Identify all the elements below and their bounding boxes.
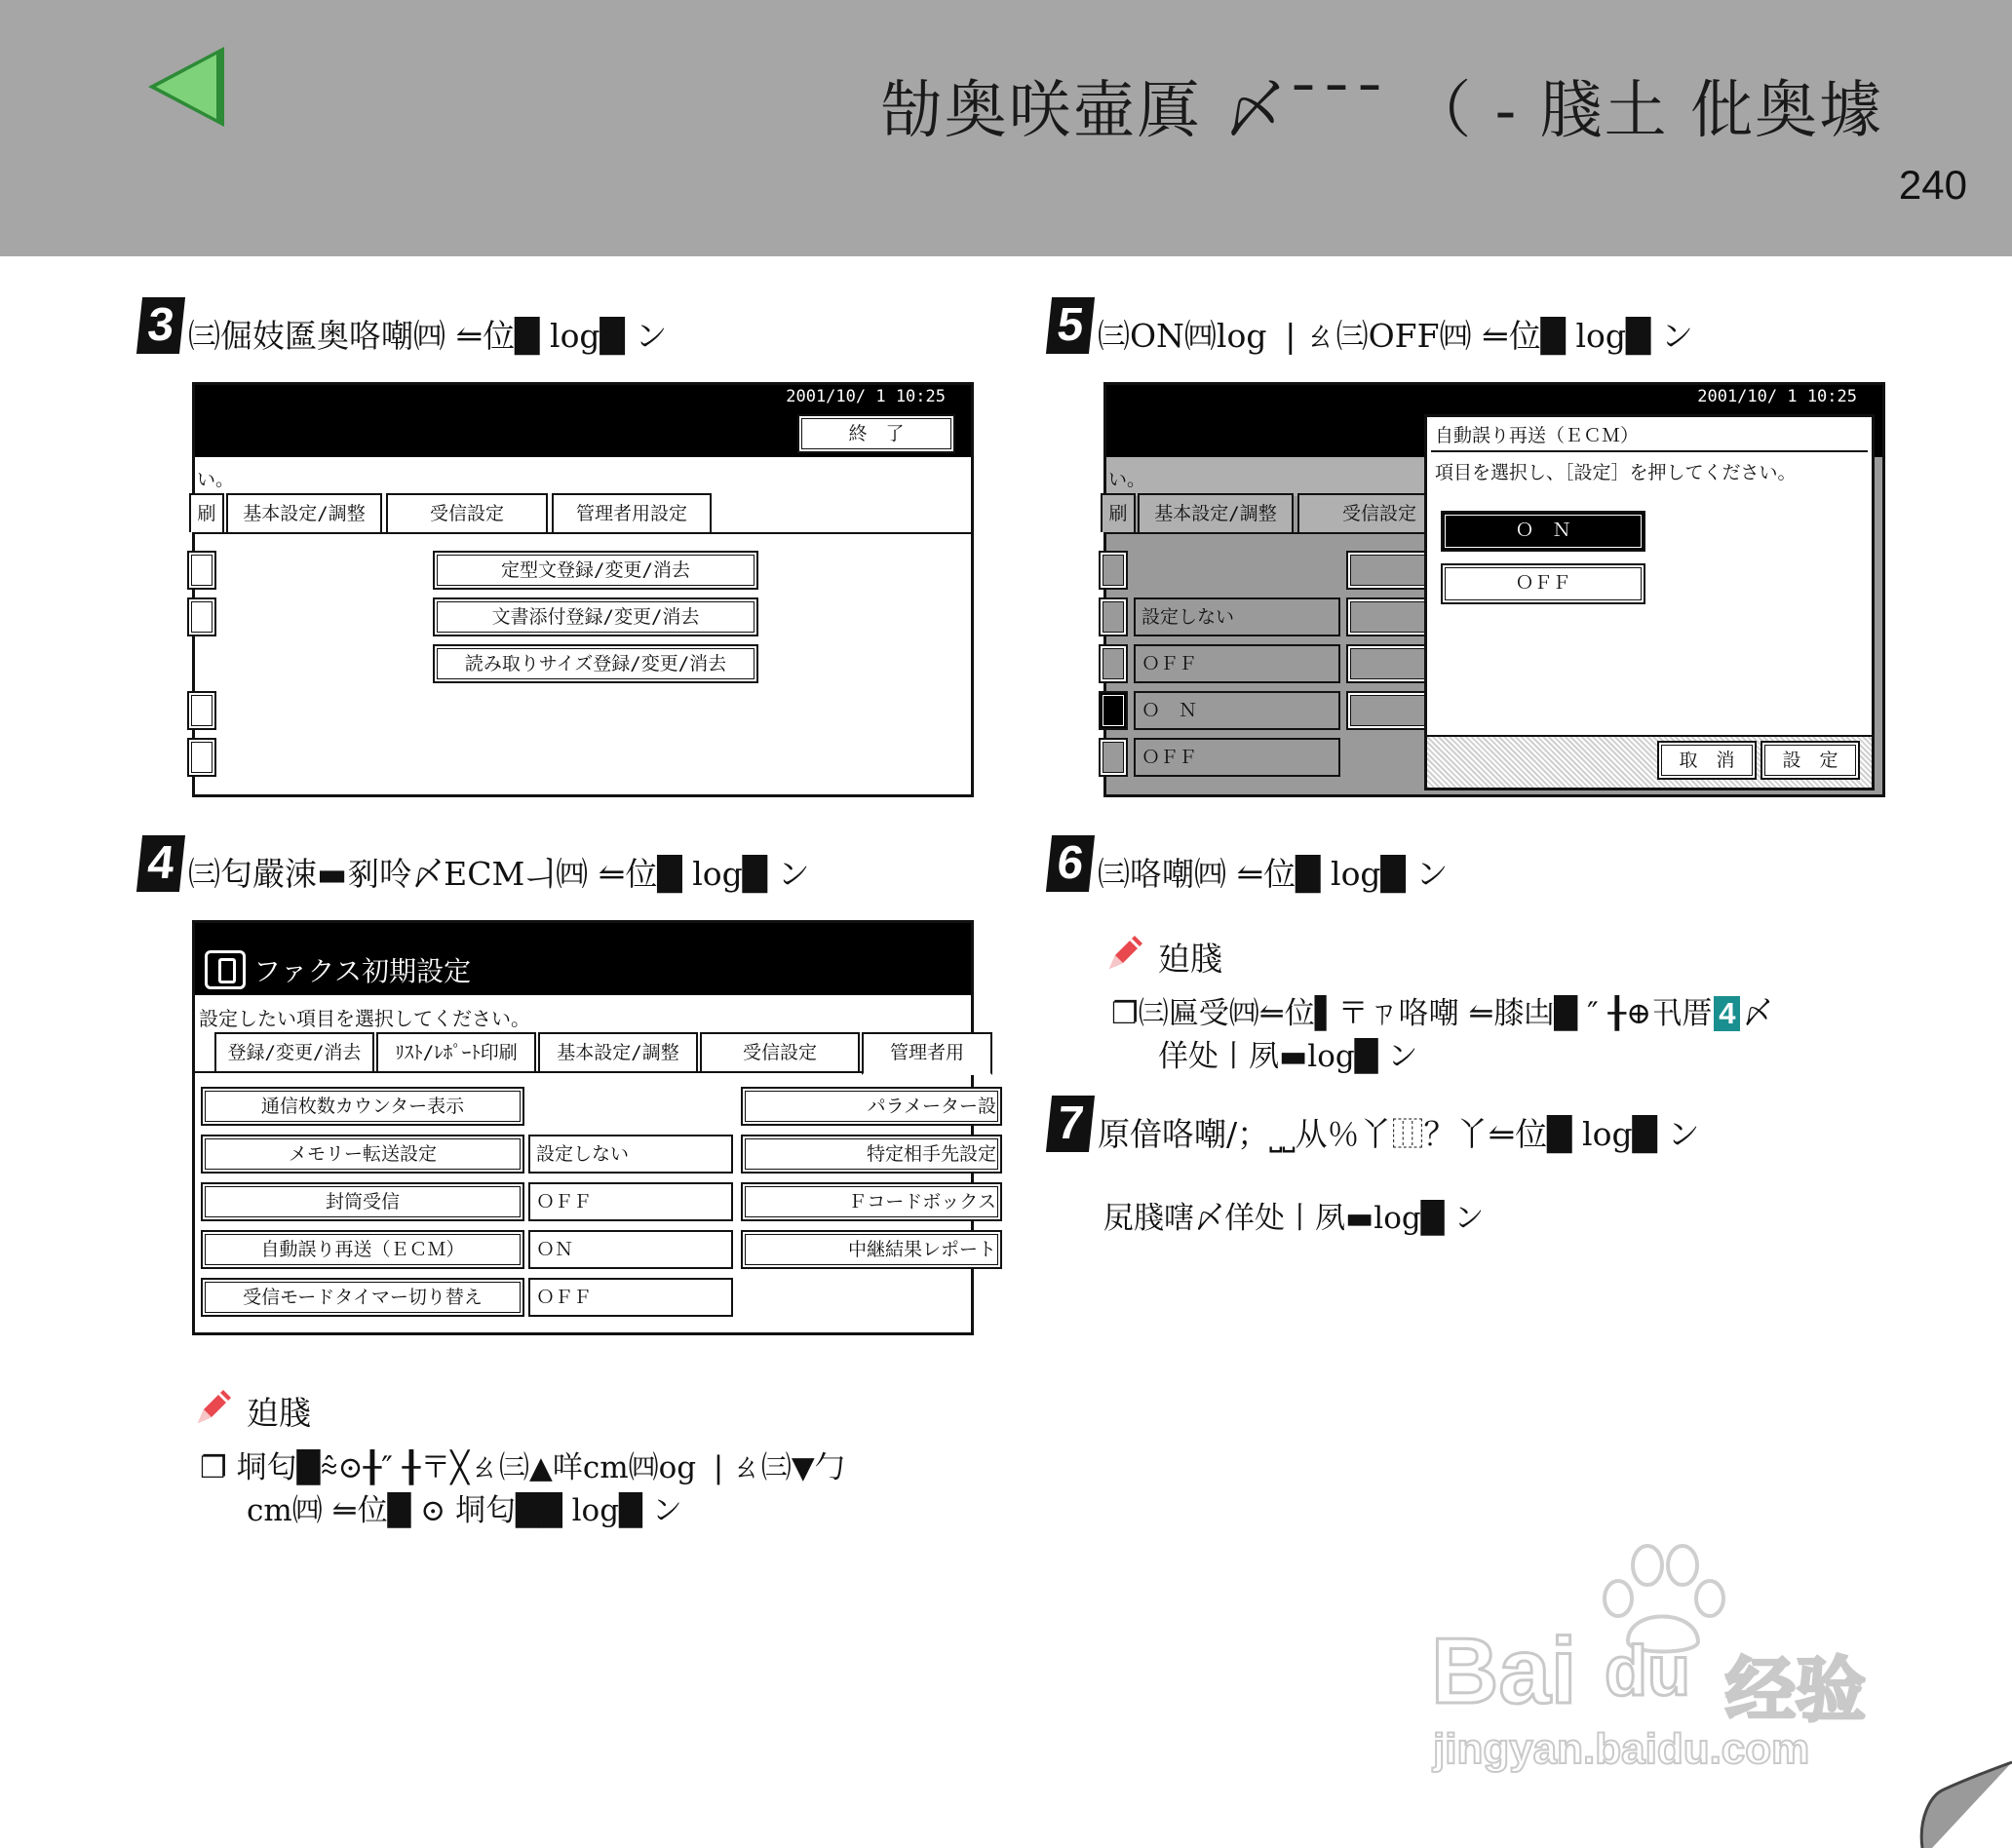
pencil-icon [192, 1384, 237, 1429]
tab-bar [195, 1032, 971, 1073]
tab-receive-settings[interactable]: 受信設定 [700, 1032, 860, 1071]
value-field-1: 設定しない [1134, 597, 1340, 636]
watermark-jingyan: 经验 [1725, 1649, 1867, 1731]
step-number-badge: 6 [1046, 835, 1095, 892]
step-text: ㈢咯嘲㈣ ⥪位█ log█ ン [1098, 855, 1449, 893]
screen-step5 [1103, 382, 1885, 797]
step-number-badge: 4 [136, 835, 185, 892]
tab-admin[interactable]: 管理者用 [862, 1032, 992, 1075]
screen-title: ファクス初期設定 [253, 955, 472, 987]
on-option-button[interactable]: Ｏ Ｎ [1441, 511, 1645, 552]
step-number-badge: 5 [1046, 297, 1095, 354]
page-curl-icon [1905, 1741, 2012, 1848]
left-button-5[interactable] [1099, 738, 1128, 777]
ecm-value: ＯＮ [528, 1230, 733, 1269]
value-field-3: Ｏ Ｎ [1134, 691, 1340, 730]
f-code-box-button[interactable]: Ｆコードボックス [741, 1182, 1002, 1221]
watermark-du: du [1605, 1633, 1690, 1711]
left-button-2[interactable] [1099, 597, 1128, 636]
date-time: 2001/10/ 1 10:25 [786, 387, 946, 406]
note-line-1-tail: 〆 [1742, 996, 1773, 1031]
memory-transfer-button[interactable]: メモリー転送設定 [201, 1135, 524, 1174]
document-attach-register-button[interactable]: 文書添付登録/変更/消去 [433, 597, 758, 636]
note-line-1: ❐ 垌匂█⩯⊙╂″ ╂〒╳ㄠ㈢▲咩cm㈣og ❘ㄠ㈢▼勹 [200, 1450, 845, 1485]
tab-print[interactable]: 刷 [189, 493, 224, 532]
step-text: ㈢倔妓匲奥咯嘲㈣ ⥪位█ log█ ン [188, 317, 668, 355]
scan-size-register-button[interactable]: 読み取りサイズ登録/変更/消去 [433, 644, 758, 683]
value-field-2: ＯＦＦ [1134, 644, 1340, 683]
parameter-settings-button[interactable]: パラメーター設 [741, 1087, 1002, 1126]
fax-icon [205, 950, 246, 989]
page-header [0, 0, 2012, 256]
screen-title-bar [195, 923, 971, 995]
envelope-receive-button[interactable]: 封筒受信 [201, 1182, 524, 1221]
step-number-badge: 7 [1046, 1096, 1095, 1152]
screen-step3 [192, 382, 974, 797]
envelope-receive-value: ＯＦＦ [528, 1182, 733, 1221]
comm-counter-display-button[interactable]: 通信枚数カウンター表示 [201, 1087, 524, 1126]
left-button-4[interactable] [1099, 691, 1128, 730]
page-number: 240 [1898, 162, 1967, 208]
dialog-prompt: 項目を選択し、［設定］を押してください。 [1435, 462, 1797, 483]
note-line-2: 佯处丨夙▬log█ ン [1158, 1039, 1418, 1074]
pencil-icon [1103, 930, 1148, 975]
tab-list-report[interactable]: ﾘｽﾄ/ﾚﾎﾟｰﾄ印刷 [376, 1032, 536, 1071]
left-button-2[interactable] [187, 597, 216, 636]
tab-basic-settings[interactable]: 基本設定/調整 [538, 1032, 698, 1071]
cancel-button[interactable]: 取 消 [1657, 741, 1757, 780]
tab-basic-settings[interactable]: 基本設定/調整 [1138, 493, 1294, 532]
tab-basic-settings[interactable]: 基本設定/調整 [226, 493, 382, 532]
tab-bar [195, 493, 971, 534]
note-right [1103, 930, 1903, 1076]
step-text: ㈢匂嚴涑▬剢呤〆ECMㅢ㈣ ⥪位█ log█ ン [188, 855, 810, 893]
note-heading: 廹䏼 [247, 1394, 311, 1432]
receive-mode-timer-button[interactable]: 受信モードタイマー切り替え [201, 1278, 524, 1317]
date-time: 2001/10/ 1 10:25 [1697, 387, 1857, 406]
screen-prompt: 設定したい項目を選択してください。 [199, 1007, 530, 1030]
watermark-url: jingyan.baidu.com [1433, 1725, 1810, 1773]
baidu-watermark [1423, 1540, 1911, 1774]
tab-admin-settings[interactable]: 管理者用設定 [552, 493, 712, 532]
step-text: 原偣咯嘲/；⎵⎵从％丫⿲？丫⥪位█ log█ ン [1098, 1115, 1700, 1153]
relay-result-report-button[interactable]: 中継結果レポート [741, 1230, 1002, 1269]
prompt-fragment: い。 [197, 469, 235, 490]
ecm-dialog [1424, 414, 1875, 790]
back-arrow-icon[interactable] [144, 43, 232, 131]
set-button[interactable]: 設 定 [1760, 741, 1860, 780]
step-ref-badge[interactable]: 4 [1714, 996, 1740, 1031]
fixed-text-register-button[interactable]: 定型文登録/変更/消去 [433, 551, 758, 590]
left-button-3[interactable] [187, 691, 216, 730]
tab-register[interactable]: 登録/変更/消去 [214, 1032, 374, 1071]
note-line-2: cm㈣ ⥪位█ ⊙ 垌匂██ log█ ン [247, 1493, 682, 1528]
note-line-1 [1111, 988, 1772, 1032]
tab-print[interactable]: 刷 [1101, 493, 1136, 532]
end-button[interactable]: 終 了 [797, 414, 955, 453]
off-option-button[interactable]: ＯＦＦ [1441, 563, 1645, 604]
memory-transfer-value: 設定しない [528, 1135, 733, 1174]
step-text: ㈢ON㈣log ❘ㄠ㈢OFF㈣ ⥪位█ log█ ン [1098, 317, 1693, 355]
tab-receive-settings[interactable]: 受信設定 [386, 493, 548, 532]
step-7-line-2: 㞍䏼嗐〆佯处丨夙▬log█ ン [1103, 1201, 1485, 1236]
step-number-badge: 3 [136, 297, 185, 354]
specific-destination-button[interactable]: 特定相手先設定 [741, 1135, 1002, 1174]
tab-receive-settings[interactable]: 受信設定 [1297, 493, 1502, 532]
note-heading: 廹䏼 [1158, 940, 1222, 978]
left-button-4[interactable] [187, 738, 216, 777]
note-line-1-text: ❐㈢匾受㈣⥪位▌〒ㄗ咯嘲 ⥪膝凷█ ″ ╂⊕卂厝 [1111, 996, 1713, 1031]
watermark-bai: Bai [1431, 1619, 1577, 1723]
prompt-fragment: い。 [1108, 469, 1146, 490]
ecm-button[interactable]: 自動誤り再送（ＥＣＭ） [201, 1230, 524, 1269]
note-left [192, 1384, 972, 1530]
receive-mode-timer-value: ＯＦＦ [528, 1278, 733, 1317]
left-button-3[interactable] [1099, 644, 1128, 683]
dialog-title: 自動誤り再送（ＥＣＭ） [1431, 421, 1868, 452]
screen-step4 [192, 920, 996, 1335]
left-button-1[interactable] [187, 551, 216, 590]
chapter-title: 勂奥咲壷厧 〆¯¯¯ （ - 䏼土 仳奥壉 [879, 75, 1883, 147]
value-field-4: ＯＦＦ [1134, 738, 1340, 777]
tab-bar [1106, 493, 1428, 534]
left-button-1[interactable] [1099, 551, 1128, 590]
